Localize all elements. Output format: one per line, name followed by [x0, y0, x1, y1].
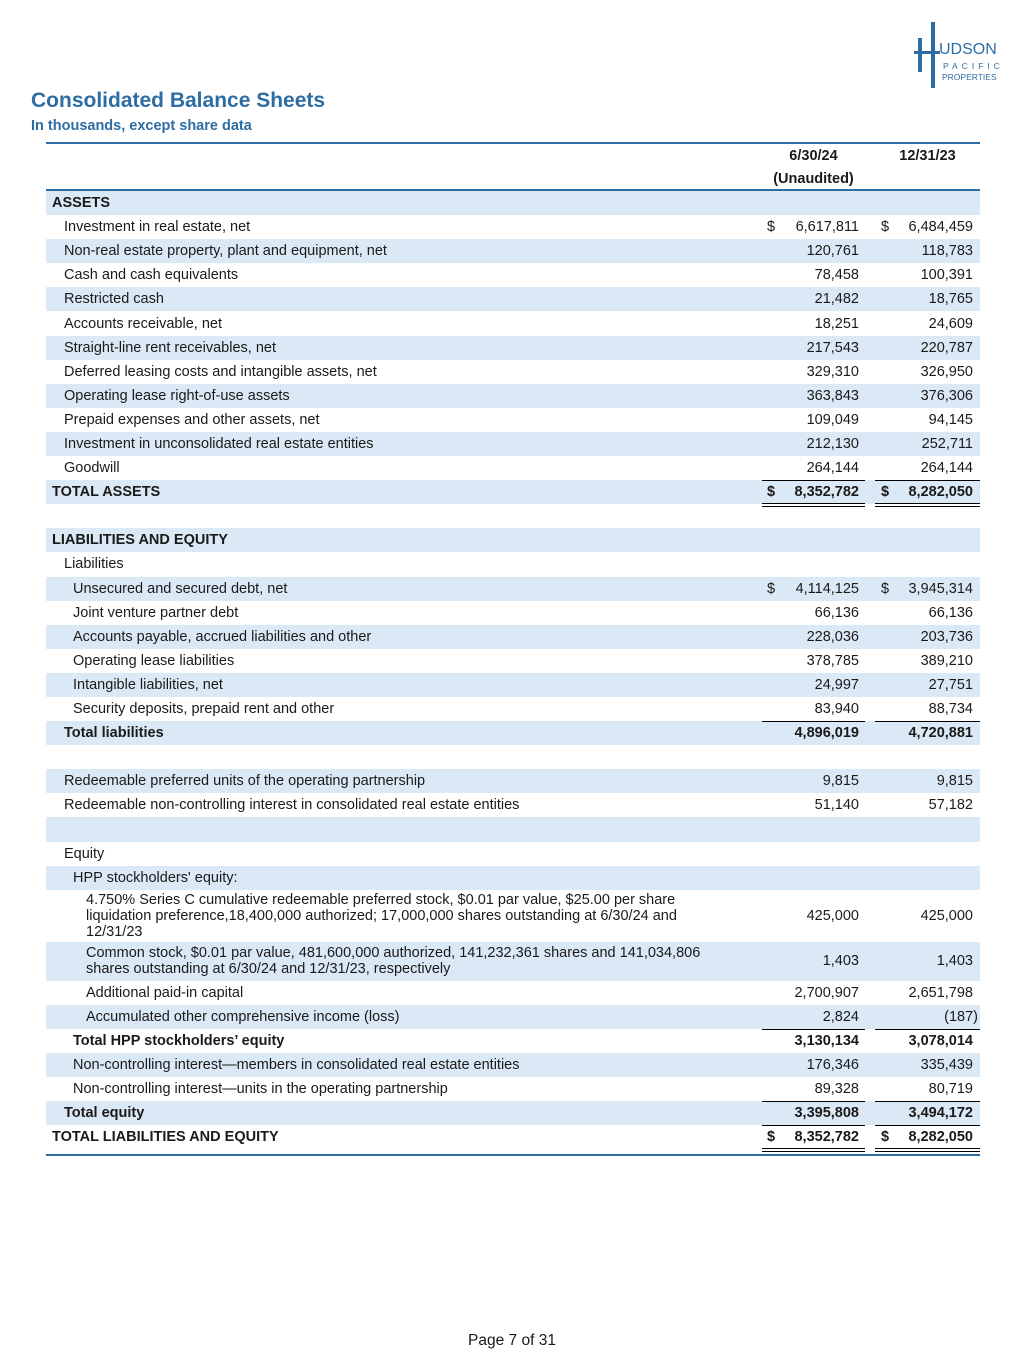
table-row: [46, 239, 980, 263]
col1-header: 6/30/24: [789, 148, 838, 164]
value-col2: 203,736: [920, 628, 973, 645]
table-row: [46, 336, 980, 360]
value-col1: 363,843: [806, 387, 859, 404]
value-col2: 24,609: [928, 315, 973, 332]
row-label: Non-controlling interest—members in consolidated real estate entities: [73, 1057, 520, 1074]
row-label: TOTAL LIABILITIES AND EQUITY: [52, 1129, 279, 1146]
value-col2: 3,945,314: [908, 580, 973, 597]
value-col1: 3,130,134: [794, 1032, 859, 1049]
row-label: Goodwill: [64, 460, 120, 477]
table-row: [46, 890, 980, 942]
table-row: [46, 432, 980, 456]
table-row: [46, 1077, 980, 1101]
logo-bar-right: [931, 22, 935, 88]
table-row: [46, 1005, 980, 1029]
table-bottom-rule: [46, 1154, 980, 1156]
value-col2: 88,734: [928, 701, 973, 718]
row-label: Non-real estate property, plant and equipment, net: [64, 243, 387, 260]
underline: [875, 1125, 980, 1126]
section-label: ASSETS: [52, 195, 111, 212]
row-label: Additional paid-in capital: [86, 984, 244, 1001]
col2-header: 12/31/23: [899, 148, 956, 164]
page-number: Page 7 of 31: [468, 1332, 556, 1349]
value-col1: 18,251: [814, 315, 859, 332]
row-label: Equity: [64, 845, 105, 862]
underline: [762, 480, 865, 481]
value-col1: 9,815: [822, 773, 859, 790]
spacer-row: [46, 817, 980, 841]
value-col2: 3,078,014: [908, 1032, 973, 1049]
value-col1: 83,940: [814, 701, 859, 718]
table-row: [46, 384, 980, 408]
section-label: LIABILITIES AND EQUITY: [52, 532, 228, 549]
page-title: Consolidated Balance Sheets: [31, 89, 326, 112]
value-col2: 18,765: [928, 291, 973, 308]
value-col2: 252,711: [921, 435, 973, 452]
value-col1: 120,761: [806, 243, 859, 260]
row-label: Joint venture partner debt: [73, 604, 239, 621]
value-col1: 6,617,811: [795, 219, 859, 236]
value-col1: 21,482: [814, 291, 859, 308]
row-label: Investment in real estate, net: [64, 219, 251, 236]
currency-symbol: $: [881, 1129, 890, 1146]
page-subtitle: In thousands, except share data: [31, 118, 252, 134]
underline: [875, 1029, 980, 1030]
logo-line2: PACIFIC: [943, 61, 1004, 71]
subsection-row: [46, 842, 980, 866]
value-col2: 425,000: [920, 907, 973, 924]
underline: [762, 1101, 865, 1102]
table-row: [46, 697, 980, 721]
row-label: Security deposits, prepaid rent and other: [73, 701, 335, 718]
total-row: [46, 1029, 980, 1053]
row-label: TOTAL ASSETS: [52, 484, 161, 501]
row-label: Operating lease liabilities: [73, 652, 235, 669]
table-row: [46, 793, 980, 817]
spacer-row: [46, 745, 980, 769]
value-col1: 2,700,907: [794, 984, 859, 1001]
row-label: Non-controlling interest—units in the operating partnership: [73, 1081, 448, 1098]
logo-brand: UDSON: [939, 41, 997, 58]
underline: [762, 1029, 865, 1030]
value-col1: 264,144: [806, 460, 859, 477]
double-underline: [762, 1148, 865, 1152]
row-label: Operating lease right-of-use assets: [64, 387, 290, 404]
value-col1: 8,352,782: [794, 484, 859, 501]
row-label: Deferred leasing costs and intangible assets, net: [64, 363, 377, 380]
value-col1: 378,785: [806, 652, 859, 669]
currency-symbol: $: [767, 580, 776, 597]
table-row: [46, 263, 980, 287]
value-col1: 212,130: [806, 435, 859, 452]
value-col1: 228,036: [806, 628, 859, 645]
value-col2: 335,439: [920, 1057, 973, 1074]
currency-symbol: $: [767, 484, 776, 501]
logo-line3: PROPERTIES: [942, 72, 997, 82]
currency-symbol: $: [767, 1129, 776, 1146]
value-col1: 4,896,019: [794, 725, 859, 742]
value-col2: 57,182: [928, 797, 973, 814]
row-label: Unsecured and secured debt, net: [73, 580, 288, 597]
value-col2: 9,815: [936, 773, 973, 790]
company-logo: [912, 20, 1004, 90]
underline: [875, 480, 980, 481]
value-col2: 94,145: [928, 411, 973, 428]
value-col2: 389,210: [920, 652, 973, 669]
subsection-row: [46, 552, 980, 576]
row-label: Prepaid expenses and other assets, net: [64, 411, 320, 428]
value-col2: 264,144: [920, 460, 973, 477]
value-col2: 66,136: [928, 604, 973, 621]
row-label: Redeemable non-controlling interest in consolidated real estate entities: [64, 797, 520, 814]
value-col2: 27,751: [928, 676, 973, 693]
row-label: 4.750% Series C cumulative redeemable preferred stock, $0.01 par value, $25.00 per share liquidation preference,18,400,000 authorized; 17,000,000 shares outstanding at 6/30/24 and 12/31/23: [86, 891, 677, 940]
row-label: Total liabilities: [64, 725, 164, 742]
row-label: Cash and cash equivalents: [64, 267, 239, 284]
value-col1: 8,352,782: [794, 1129, 859, 1146]
value-col1: 217,543: [806, 339, 859, 356]
value-col2: 6,484,459: [908, 219, 973, 236]
logo-bar-cross: [914, 51, 940, 54]
table-row: [46, 942, 980, 981]
table-row: [46, 625, 980, 649]
currency-symbol: $: [881, 219, 890, 236]
value-col1: 425,000: [806, 907, 859, 924]
row-label: Accumulated other comprehensive income (loss): [86, 1008, 400, 1025]
row-label: Restricted cash: [64, 291, 164, 308]
currency-symbol: $: [767, 219, 776, 236]
value-col2: 118,783: [921, 243, 973, 260]
row-label: Accounts payable, accrued liabilities and other: [73, 628, 372, 645]
total-row: [46, 1101, 980, 1125]
double-underline: [875, 1148, 980, 1152]
row-label: Investment in unconsolidated real estate entities: [64, 435, 374, 452]
spacer-row: [46, 504, 980, 528]
total-row: [46, 721, 980, 745]
value-col2: 326,950: [920, 363, 973, 380]
value-col1: 78,458: [814, 267, 859, 284]
value-col2: 3,494,172: [908, 1105, 973, 1122]
value-col1: 66,136: [814, 604, 859, 621]
row-label: Intangible liabilities, net: [73, 676, 223, 693]
value-col2: 100,391: [920, 267, 973, 284]
value-col1: 109,049: [806, 411, 859, 428]
underline: [875, 721, 980, 722]
underline: [762, 721, 865, 722]
value-col2: 1,403: [936, 953, 973, 970]
value-col1: 2,824: [822, 1008, 859, 1025]
table-row: [46, 287, 980, 311]
value-col1: 51,140: [814, 797, 859, 814]
value-col1: 176,346: [806, 1057, 859, 1074]
table-header: [46, 144, 980, 191]
row-label: Common stock, $0.01 par value, 481,600,000 authorized, 141,232,361 shares and 141,034,806 shares outstanding at 6/30/24 and 12/31/23, respectively: [86, 945, 701, 978]
table-row: [46, 649, 980, 673]
total-row: [46, 480, 980, 504]
logo-bar-left: [918, 38, 922, 72]
value-col2: 80,719: [928, 1081, 973, 1098]
underline: [762, 1125, 865, 1126]
currency-symbol: $: [881, 484, 890, 501]
table-row: [46, 1053, 980, 1077]
value-col2: 376,306: [920, 387, 973, 404]
table-row: [46, 360, 980, 384]
value-col2: 220,787: [920, 339, 973, 356]
value-col2: 2,651,798: [908, 984, 973, 1001]
value-col1: 24,997: [814, 676, 859, 693]
balance-sheet-table: [46, 142, 980, 1156]
table-row: [46, 601, 980, 625]
value-col1: 3,395,808: [794, 1105, 859, 1122]
table-row: [46, 311, 980, 335]
section-liabilities-equity: [46, 528, 980, 552]
value-col2: 8,282,050: [908, 484, 973, 501]
table-row: [46, 456, 980, 480]
row-label: Total HPP stockholders’ equity: [73, 1032, 285, 1049]
row-label: Total equity: [64, 1105, 145, 1122]
table-row: [46, 769, 980, 793]
table-row: [46, 408, 980, 432]
value-col1: 4,114,125: [795, 580, 859, 597]
row-label: HPP stockholders' equity:: [73, 869, 238, 886]
value-col2: (187): [944, 1008, 978, 1025]
col1-note: (Unaudited): [773, 171, 854, 187]
value-col2: 4,720,881: [908, 725, 973, 742]
value-col1: 89,328: [814, 1081, 859, 1098]
row-label: Accounts receivable, net: [64, 315, 222, 332]
table-row: [46, 577, 980, 601]
value-col1: 1,403: [822, 953, 859, 970]
subsection-row: [46, 866, 980, 890]
table-row: [46, 673, 980, 697]
value-col1: 329,310: [806, 363, 859, 380]
row-label: Redeemable preferred units of the operating partnership: [64, 773, 426, 790]
underline: [875, 1101, 980, 1102]
total-row: [46, 1125, 980, 1149]
row-label: Liabilities: [64, 556, 124, 573]
currency-symbol: $: [881, 580, 890, 597]
table-row: [46, 215, 980, 239]
value-col2: 8,282,050: [908, 1129, 973, 1146]
row-label: Straight-line rent receivables, net: [64, 339, 276, 356]
table-row: [46, 981, 980, 1005]
section-assets: [46, 191, 980, 215]
